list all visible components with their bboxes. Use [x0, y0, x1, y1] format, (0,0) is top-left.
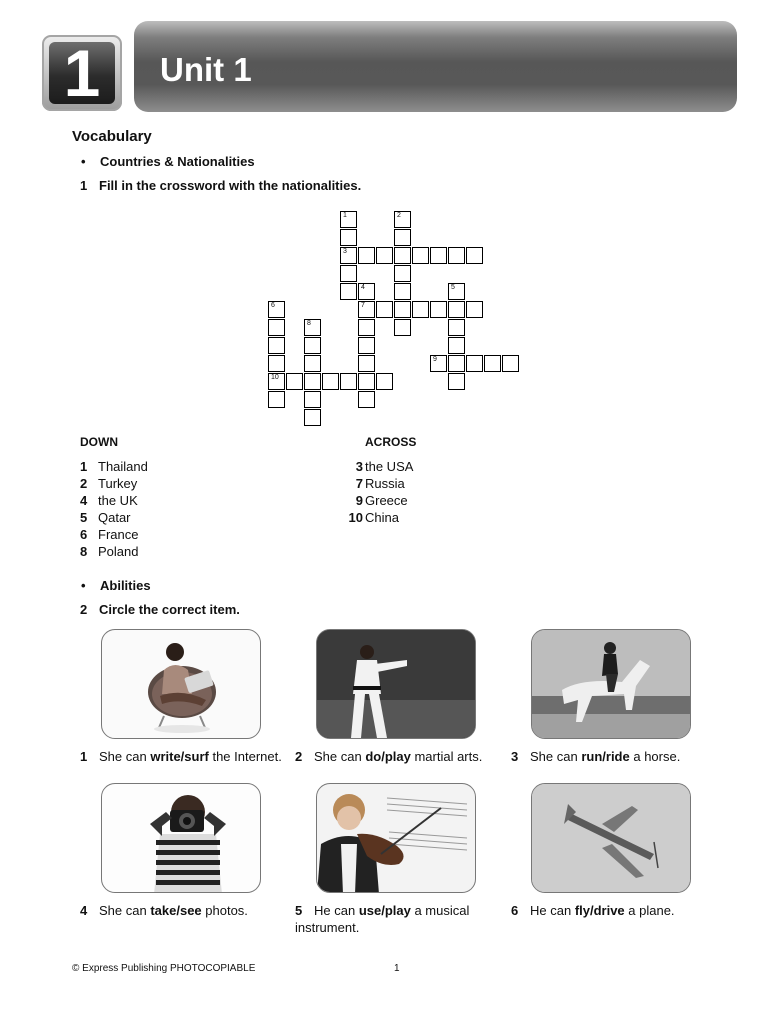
crossword-clue-number: 10 [271, 374, 279, 381]
topic-countries: • Countries & Nationalities [81, 154, 255, 169]
unit-title-banner [134, 21, 737, 112]
crossword-cell[interactable] [340, 283, 357, 300]
across-clue-list [341, 458, 413, 526]
crossword-cell[interactable] [430, 301, 447, 318]
answer-choice[interactable]: do/play [365, 749, 411, 764]
photo-girl-camera [101, 783, 261, 893]
copyright-footer: © Express Publishing PHOTOCOPIABLE [72, 963, 256, 974]
section-heading-vocabulary: Vocabulary [72, 128, 152, 145]
crossword-cell[interactable] [304, 355, 321, 372]
crossword-cell[interactable] [340, 373, 357, 390]
crossword-cell[interactable] [304, 337, 321, 354]
crossword-cell[interactable] [340, 247, 357, 264]
bullet-icon: • [81, 154, 86, 169]
crossword-cell[interactable] [340, 211, 357, 228]
crossword-cell[interactable] [286, 373, 303, 390]
crossword-cell[interactable] [394, 211, 411, 228]
crossword-clue-number: 5 [451, 284, 455, 291]
crossword-cell[interactable] [268, 355, 285, 372]
crossword-cell[interactable] [394, 319, 411, 336]
photo-girl-laptop [101, 629, 261, 739]
bullet-icon: • [81, 578, 86, 593]
crossword-cell[interactable] [304, 373, 321, 390]
crossword-cell[interactable] [448, 283, 465, 300]
ability-item-1: 1 She can write/surf the Internet. [80, 749, 282, 764]
clue-item: 4 the UK [80, 493, 138, 508]
ability-item-6: 6 He can fly/drive a plane. [511, 903, 675, 918]
photo-boy-violin [316, 783, 476, 893]
crossword-cell[interactable] [448, 301, 465, 318]
down-clue-list [80, 458, 148, 560]
answer-choice[interactable]: write/surf [150, 749, 209, 764]
crossword-cell[interactable] [430, 355, 447, 372]
crossword-cell[interactable] [448, 373, 465, 390]
ability-item-2: 2 She can do/play martial arts. [295, 749, 483, 764]
crossword-clue-number: 2 [397, 212, 401, 219]
crossword-cell[interactable] [466, 247, 483, 264]
photo-martial-arts [316, 629, 476, 739]
crossword-cell[interactable] [394, 265, 411, 282]
crossword-cell[interactable] [484, 355, 501, 372]
crossword-cell[interactable] [358, 355, 375, 372]
crossword-cell[interactable] [304, 409, 321, 426]
page-title: Unit 1 [160, 51, 252, 88]
crossword-cell[interactable] [358, 283, 375, 300]
clue-item: 3 the USA [355, 459, 414, 474]
clue-item: 7 Russia [355, 476, 405, 491]
crossword-cell[interactable] [268, 337, 285, 354]
answer-choice[interactable]: run/ride [581, 749, 630, 764]
clue-item: 6 France [80, 527, 139, 542]
crossword-cell[interactable] [394, 229, 411, 246]
unit-number: 1 [63, 36, 101, 110]
crossword-cell[interactable] [448, 247, 465, 264]
photo-horse-riding [531, 629, 691, 739]
crossword-cell[interactable] [448, 355, 465, 372]
clue-item: 8 Poland [80, 544, 139, 559]
crossword-cell[interactable] [376, 247, 393, 264]
crossword-cell[interactable] [358, 391, 375, 408]
crossword-cell[interactable] [466, 301, 483, 318]
crossword-cell[interactable] [340, 265, 357, 282]
ability-item-5: 5 He can use/play a musical instrument. [295, 903, 470, 935]
crossword-clue-number: 4 [361, 284, 365, 291]
crossword-cell[interactable] [394, 283, 411, 300]
crossword-cell[interactable] [430, 247, 447, 264]
crossword-cell[interactable] [376, 301, 393, 318]
crossword-cell[interactable] [412, 301, 429, 318]
crossword-cell[interactable] [268, 373, 285, 390]
crossword-cell[interactable] [448, 319, 465, 336]
crossword-clue-number: 1 [343, 212, 347, 219]
crossword-cell[interactable] [268, 301, 285, 318]
answer-choice[interactable]: take/see [150, 903, 202, 918]
crossword-clue-number: 7 [361, 302, 365, 309]
crossword-cell[interactable] [268, 391, 285, 408]
ability-item-4: 4 She can take/see photos. [80, 903, 248, 918]
photo-plane [531, 783, 691, 893]
crossword-cell[interactable] [358, 337, 375, 354]
crossword-cell[interactable] [358, 247, 375, 264]
crossword-cell[interactable] [466, 355, 483, 372]
crossword-clue-number: 6 [271, 302, 275, 309]
answer-choice[interactable]: fly/drive [574, 903, 625, 918]
crossword-cell[interactable] [448, 337, 465, 354]
ability-item-3: 3 She can run/ride a horse. [511, 749, 681, 764]
crossword-cell[interactable] [358, 373, 375, 390]
across-heading: ACROSS [365, 435, 417, 449]
crossword-cell[interactable] [502, 355, 519, 372]
crossword-cell[interactable] [394, 247, 411, 264]
page-number: 1 [394, 963, 400, 974]
crossword-cell[interactable] [358, 319, 375, 336]
down-heading: DOWN [80, 435, 118, 449]
crossword-cell[interactable] [322, 373, 339, 390]
crossword-clue-number: 9 [433, 356, 437, 363]
crossword-cell[interactable] [412, 247, 429, 264]
topic-abilities: • Abilities [81, 578, 151, 593]
clue-item: 9 Greece [355, 493, 408, 508]
crossword-clue-number: 3 [343, 248, 347, 255]
crossword-clue-number: 8 [307, 320, 311, 327]
crossword-cell[interactable] [358, 301, 375, 318]
answer-choice[interactable]: use/play [358, 903, 411, 918]
crossword-cell[interactable] [268, 319, 285, 336]
unit-number-badge [42, 35, 122, 111]
clue-item: 1 Thailand [80, 459, 148, 474]
exercise-2-instruction: 2 Circle the correct item. [80, 602, 240, 617]
crossword-cell[interactable] [304, 391, 321, 408]
crossword-cell[interactable] [304, 319, 321, 336]
clue-item: 2 Turkey [80, 476, 138, 491]
crossword-cell[interactable] [376, 373, 393, 390]
clue-item: 5 Qatar [80, 510, 131, 525]
clue-item: 10 China [348, 510, 399, 525]
crossword-cell[interactable] [394, 301, 411, 318]
exercise-1-instruction: 1 Fill in the crossword with the nationalities. [80, 178, 362, 193]
crossword-cell[interactable] [340, 229, 357, 246]
